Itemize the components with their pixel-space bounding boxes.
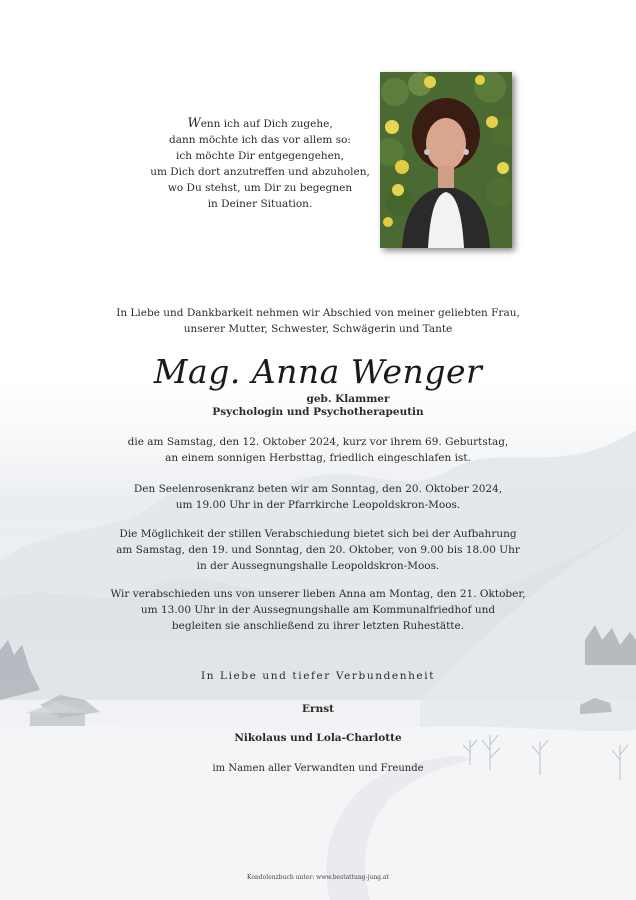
paragraph-line: die am Samstag, den 12. Oktober 2024, kurz vor ihrem 69. Geburtstag, (127, 436, 509, 448)
rosary-paragraph (60, 481, 576, 513)
paragraph-line: um 19.00 Uhr in der Pfarrkirche Leopoldskron-Moos. (175, 499, 461, 511)
intro-line: unserer Mutter, Schwester, Schwägerin und Tante (183, 323, 453, 335)
paragraph-line: Die Möglichkeit der stillen Verabschiedung bietet sich bei der Aufbahrung (119, 528, 517, 540)
closing-phrase: In Liebe und tiefer Verbundenheit (200, 670, 436, 682)
poem (145, 116, 375, 212)
deceased-name: Mag. Anna Wenger (153, 352, 483, 391)
poem-line: in Deiner Situation. (207, 198, 313, 210)
poem-line: wo Du stehst, um Dir zu begegnen (167, 182, 353, 194)
paragraph-line: begleiten sie anschließend zu ihrer letzten Ruhestätte. (171, 620, 465, 632)
intro-text (60, 305, 576, 337)
paragraph-line: um 13.00 Uhr in der Aussegnungshalle am Kommunalfriedhof und (140, 604, 496, 616)
paragraph-line: Den Seelenrosenkranz beten wir am Sonntag, den 20. Oktober 2024, (133, 483, 503, 495)
paragraph-line: an einem sonnigen Herbsttag, friedlich eingeschlafen ist. (165, 452, 471, 464)
portrait-photo (380, 72, 512, 248)
paragraph-line: Wir verabschieden uns von unserer lieben Anna am Montag, den 21. Oktober, (110, 588, 526, 600)
paragraph-line: am Samstag, den 19. und Sonntag, den 20. Oktober, von 9.00 bis 18.00 Uhr (116, 544, 520, 556)
poem-line: Wenn ich auf Dich zugehe, (187, 116, 333, 131)
funeral-paragraph (60, 586, 576, 634)
mourner-name: Nikolaus und Lola-Charlotte (234, 732, 402, 744)
poem-line: dann möchte ich das vor allem so: (169, 134, 351, 146)
poem-line: ich möchte Dir entgegengehen, (175, 150, 344, 162)
viewing-paragraph (60, 526, 576, 574)
relatives-line: im Namen aller Verwandten und Freunde (212, 763, 424, 774)
maiden-name: geb. Klammer (306, 393, 390, 405)
intro-line: In Liebe und Dankbarkeit nehmen wir Abschied von meiner geliebten Frau, (116, 307, 520, 319)
death-notice-paragraph (60, 434, 576, 466)
profession: Psychologin und Psychotherapeutin (212, 406, 424, 418)
mourner-name: Ernst (302, 703, 334, 715)
paragraph-line: in der Aussegnungshalle Leopoldskron-Moos. (196, 560, 440, 572)
poem-line: um Dich dort anzutreffen und abzuholen, (150, 166, 370, 178)
condolence-book-link[interactable]: Kondolenzbuch unter: www.bestattung-jung.at (247, 874, 389, 881)
